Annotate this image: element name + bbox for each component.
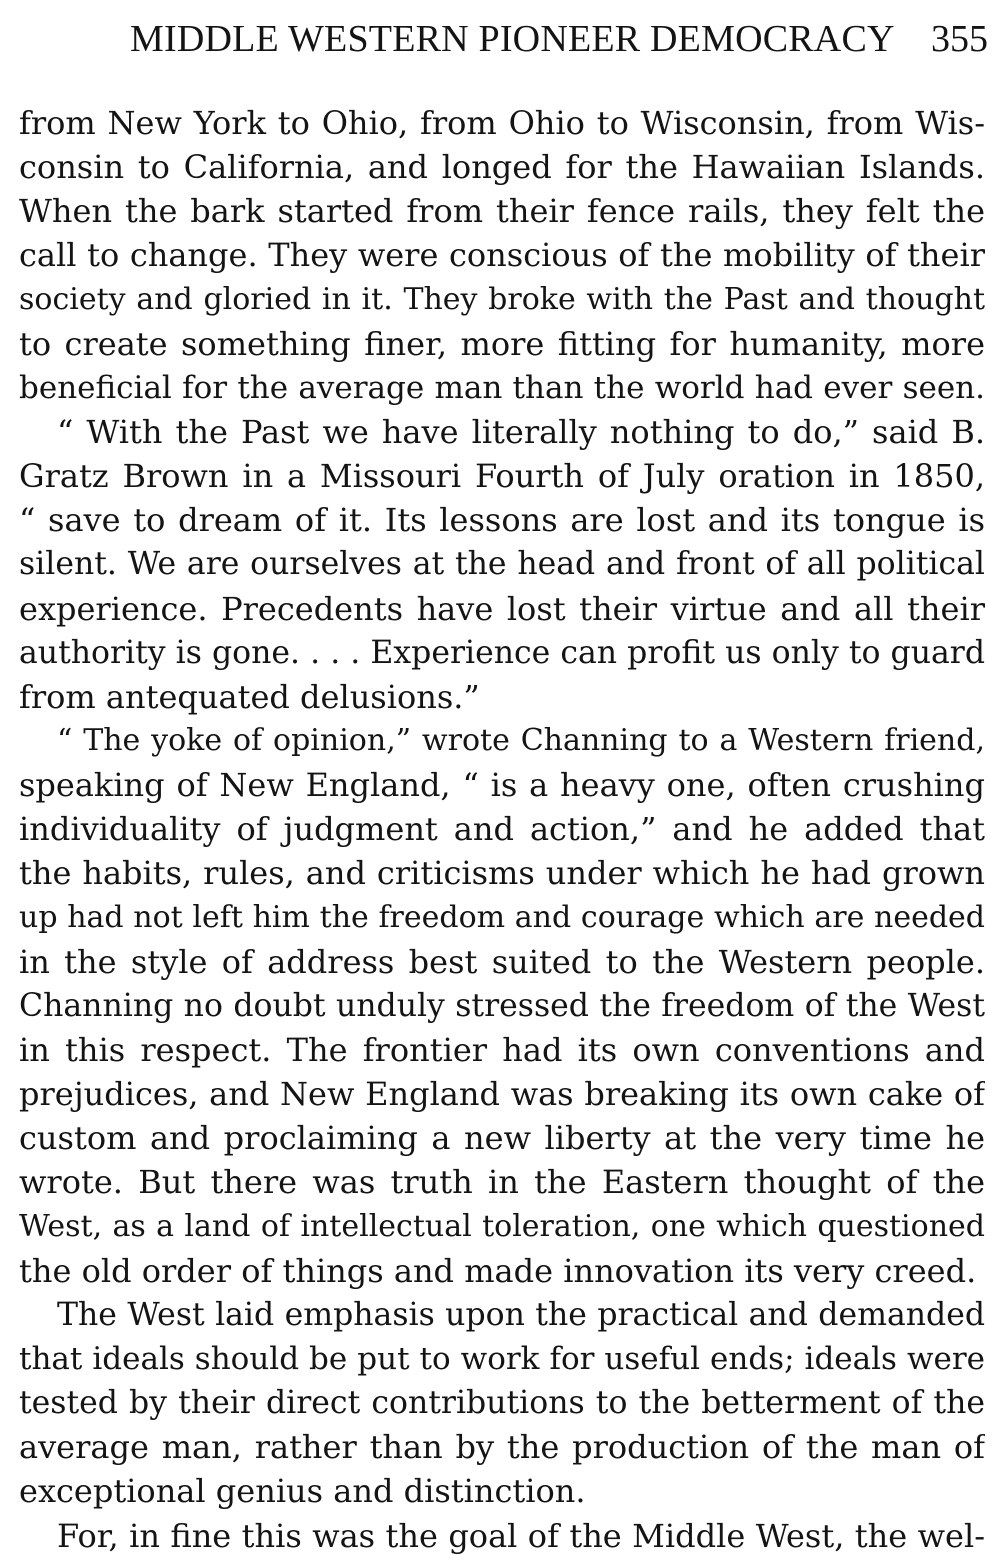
text-line: call to change. They were conscious of the mobility of their — [19, 236, 985, 275]
text-line: wrote. But there was truth in the Eastern thought of the — [19, 1163, 985, 1202]
text-line: from antequated delusions.” — [19, 677, 480, 716]
text-line: The West laid emphasis upon the practical and demanded — [57, 1296, 985, 1333]
page-number: 355 — [931, 18, 988, 60]
text-line: the habits, rules, and criticisms under which he had grown — [19, 854, 985, 893]
text-line: prejudices, and New England was breaking its own cake of — [19, 1075, 985, 1114]
body-text — [19, 101, 985, 1558]
text-line: Gratz Brown in a Missouri Fourth of July oration in 1850, — [19, 457, 985, 496]
text-line: silent. We are ourselves at the head and front of all political — [19, 546, 985, 583]
text-line: in this respect. The frontier had its own conventions and — [19, 1030, 985, 1069]
text-line: For, in fine this was the goal of the Middle West, the wel‑ — [57, 1516, 985, 1555]
text-line: from New York to Ohio, from Ohio to Wisconsin, from Wis‑ — [19, 104, 985, 142]
text-line: that ideals should be put to work for useful ends; ideals were — [19, 1340, 985, 1377]
text-line: experience. Precedents have lost their virtue and all their — [19, 589, 985, 628]
text-line: speaking of New England, “ is a heavy one, often crushing — [19, 766, 985, 805]
text-line: Channing no doubt unduly stressed the freedom of the West — [19, 987, 985, 1024]
text-line: tested by their direct contributions to the betterment of the — [19, 1385, 985, 1422]
text-line: average man, rather than by the production of the man of — [19, 1428, 985, 1467]
page-header — [0, 16, 1000, 62]
text-line: “ save to dream of it. Its lessons are lost and its tongue is — [19, 501, 985, 540]
text-line: exceptional genius and distinction. — [19, 1472, 586, 1511]
text-line: individuality of judgment and action,” and he added that — [19, 810, 985, 849]
text-line: beneficial for the average man than the world had ever seen. — [19, 369, 985, 406]
text-line: West, as a land of intellectual toleration, one which questioned — [19, 1208, 985, 1244]
text-line: authority is gone. . . . Experience can profit us only to guard — [19, 634, 985, 671]
text-line: in the style of address best suited to the Western people. — [19, 942, 985, 981]
text-line: consin to California, and longed for the Hawaiian Islands. — [19, 148, 985, 187]
text-line: society and gloried in it. They broke with the Past and thought — [19, 281, 985, 317]
text-line: up had not left him the freedom and courage which are needed — [19, 899, 985, 935]
text-line: “ With the Past we have literally nothing to do,” said B. — [57, 412, 985, 451]
text-line: “ The yoke of opinion,” wrote Channing to a Western friend, — [57, 722, 985, 758]
text-line: the old order of things and made innovation its very creed. — [19, 1251, 977, 1290]
text-line: custom and proclaiming a new liberty at the very time he — [19, 1119, 985, 1158]
text-line: When the bark started from their fence rails, they felt the — [19, 192, 985, 231]
text-line: to create something finer, more fitting for humanity, more — [19, 324, 985, 363]
running-head: MIDDLE WESTERN PIONEER DEMOCRACY — [130, 18, 895, 60]
